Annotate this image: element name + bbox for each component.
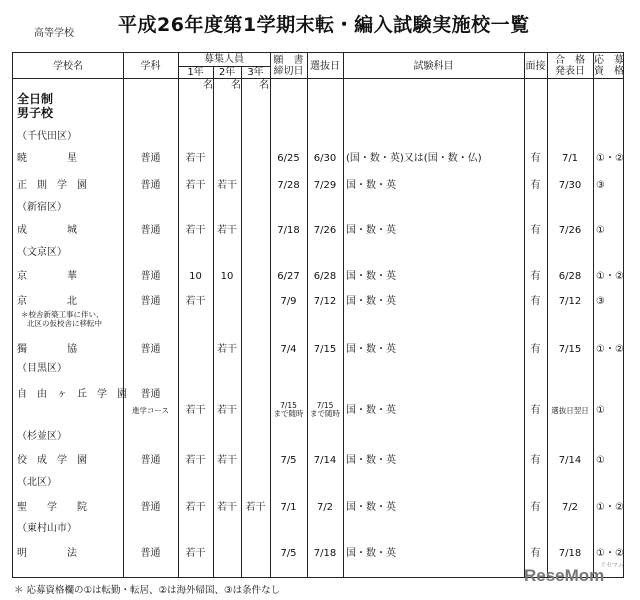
grade1-cell: 若干: [185, 180, 206, 191]
interview-cell: 有: [530, 502, 541, 513]
unit-mei: 名: [259, 80, 269, 91]
col-header-grade1: 1年: [187, 67, 204, 78]
eligibility-cell: ①・②: [596, 548, 624, 559]
selection-cell: 7/12: [313, 296, 337, 307]
ward-heading: （杉並区）: [17, 431, 67, 442]
selection-cell: 7/2: [316, 502, 334, 513]
subjects-cell: 国・数・英: [346, 180, 396, 191]
table-row: [13, 344, 623, 358]
school-note: ＊校舎新築工事に伴い、: [21, 310, 104, 319]
col-header-deadline: 願 書: [273, 55, 304, 66]
course-cell: 普通: [140, 389, 161, 400]
table-row: [13, 502, 623, 516]
school-name: 正 則 学 園: [17, 180, 87, 191]
col-header-recruit: 募集人員: [204, 54, 244, 65]
table-row: [13, 389, 623, 425]
col-header-announce: 発表日: [555, 66, 585, 77]
ward-heading: （東村山市）: [17, 523, 77, 534]
eligibility-cell: ①: [596, 455, 605, 466]
ward-heading: （北区）: [17, 477, 57, 488]
selection-cell: 7/14: [313, 455, 337, 466]
selection-cell: 7/18: [313, 548, 337, 559]
grade2-cell: 若干: [217, 502, 237, 513]
interview-cell: 有: [530, 548, 541, 559]
grade2-cell: 若干: [217, 344, 237, 355]
unit-mei: 名: [203, 80, 213, 91]
school-name: 聖 学 院: [17, 502, 87, 513]
school-name: 獨 協: [17, 344, 77, 355]
grade2-cell: 若干: [217, 455, 237, 466]
category-label: 男子校: [17, 106, 54, 120]
col-header-announce: 合 格: [555, 55, 585, 66]
school-note: 北区の仮校舎に移転中: [27, 319, 102, 328]
school-name: 成 城: [17, 225, 77, 236]
grade1-cell: 若干: [185, 502, 206, 513]
subjects-cell: 国・数・英: [346, 296, 396, 307]
category-label: 全日制: [17, 92, 54, 106]
interview-cell: 有: [530, 271, 541, 282]
footnote: ＊ 応募資格欄の①は転勤・転居、②は海外帰国、③は条件なし: [14, 585, 281, 596]
announce-cell: 7/1: [561, 153, 579, 164]
subjects-cell: 国・数・英: [346, 225, 396, 236]
course-cell: 普通: [140, 455, 161, 466]
unit-mei: 名: [231, 80, 241, 91]
course-cell: 普通: [140, 180, 161, 191]
deadline-cell: 7/5: [280, 455, 297, 466]
eligibility-cell: ①・②: [596, 271, 624, 282]
col-header-deadline: 締切日: [273, 66, 304, 77]
selection-cell: 7/15: [313, 344, 337, 355]
deadline-cell: 7/28: [277, 180, 300, 191]
grade1-cell: 10: [189, 271, 202, 282]
watermark-logo: ReseMom: [524, 566, 605, 585]
deadline-cell: 6/27: [277, 271, 300, 282]
schools-table: [12, 52, 624, 578]
school-name: 明 法: [17, 548, 77, 559]
table-row: [13, 455, 623, 469]
grade1-cell: 若干: [185, 153, 206, 164]
course-cell: 普通: [140, 153, 161, 164]
selection-cell: 6/28: [313, 271, 337, 282]
deadline-cell: 7/9: [280, 296, 297, 307]
subjects-cell: 国・数・英: [346, 502, 396, 513]
school-name: 自 由 ヶ 丘 学 園: [17, 389, 127, 400]
table-row: [13, 548, 623, 562]
grade2-cell: 若干: [217, 180, 237, 191]
subjects-cell: 国・数・英: [346, 344, 396, 355]
table-row: [13, 225, 623, 239]
interview-cell: 有: [530, 153, 541, 164]
grade3-cell: 若干: [245, 502, 266, 513]
grade1-cell: 若干: [185, 296, 206, 307]
selection-cell: 7/26: [313, 225, 337, 236]
grade1-cell: 若干: [185, 225, 206, 236]
deadline-cell: 6/25: [277, 153, 300, 164]
interview-cell: 有: [530, 296, 541, 307]
interview-cell: 有: [530, 405, 541, 416]
col-header-eligibility: 応 募: [594, 55, 624, 66]
header-rule: [13, 78, 623, 79]
interview-cell: 有: [530, 225, 541, 236]
deadline-note: まで随時: [273, 409, 304, 418]
grade1-cell: 若干: [185, 548, 206, 559]
col-header-subjects: 試験科目: [413, 61, 454, 72]
subjects-cell: 国・数・英: [346, 405, 396, 416]
course-cell: 普通: [140, 502, 161, 513]
table-row: [13, 296, 623, 336]
school-type-label: 高等学校: [34, 28, 74, 39]
table-row: [13, 180, 623, 194]
eligibility-cell: ①: [596, 225, 605, 236]
selection-cell: 7/29: [313, 180, 337, 191]
selection-cell: 6/30: [313, 153, 337, 164]
grade1-cell: 若干: [185, 405, 206, 416]
grade2-cell: 若干: [217, 225, 237, 236]
announce-cell: 7/30: [558, 180, 582, 191]
ward-heading: （目黒区）: [17, 363, 67, 374]
announce-cell: 7/15: [558, 344, 582, 355]
subjects-cell: 国・数・英: [346, 548, 396, 559]
subjects-cell: 国・数・英: [346, 271, 396, 282]
deadline-cell: 7/15: [280, 401, 297, 410]
announce-cell: 7/2: [561, 502, 579, 513]
ward-heading: （新宿区）: [17, 202, 67, 213]
interview-cell: 有: [530, 180, 541, 191]
eligibility-cell: ①・②: [596, 344, 624, 355]
course-sub-cell: 進学コース: [131, 406, 170, 415]
school-name: 佼 成 学 園: [17, 455, 87, 466]
eligibility-cell: ①: [596, 405, 605, 416]
deadline-cell: 7/18: [277, 225, 300, 236]
col-header-course: 学科: [140, 61, 161, 72]
eligibility-cell: ③: [596, 180, 605, 191]
deadline-cell: 7/5: [280, 548, 297, 559]
table-row: [13, 271, 623, 285]
grade2-cell: 若干: [217, 405, 237, 416]
col-header-grade3: 3年: [247, 67, 264, 78]
announce-cell: 7/12: [558, 296, 582, 307]
col-header-interview: 面接: [525, 61, 546, 72]
announce-cell: 7/14: [558, 455, 582, 466]
deadline-cell: 7/4: [280, 344, 297, 355]
eligibility-cell: ③: [596, 296, 605, 307]
table-row: [13, 153, 623, 167]
col-header-selection: 選抜日: [310, 61, 340, 72]
school-name: 京 華: [17, 271, 77, 282]
eligibility-cell: ①・②: [596, 153, 624, 164]
course-cell: 普通: [140, 225, 161, 236]
watermark-sub: リセマム: [600, 562, 624, 569]
subjects-cell: (国・数・英)又は(国・数・仏): [346, 153, 482, 164]
announce-cell: 選抜日翌日: [551, 406, 589, 415]
school-name: 暁 星: [17, 153, 77, 164]
course-cell: 普通: [140, 548, 161, 559]
page-title: 平成26年度第1学期末転・編入試験実施校一覧: [118, 14, 530, 36]
course-cell: 普通: [140, 296, 161, 307]
announce-cell: 6/28: [558, 271, 582, 282]
selection-note: まで随時: [310, 409, 340, 418]
col-header-school: 学校名: [53, 61, 83, 72]
school-name: 京 北: [17, 296, 77, 307]
course-cell: 普通: [140, 271, 161, 282]
interview-cell: 有: [530, 455, 541, 466]
ward-heading: （文京区）: [17, 247, 67, 258]
grade2-cell: 10: [220, 271, 234, 282]
selection-cell: 7/15: [316, 401, 334, 410]
interview-cell: 有: [530, 344, 541, 355]
announce-cell: 7/18: [558, 548, 582, 559]
announce-cell: 7/26: [558, 225, 582, 236]
col-header-grade2: 2年: [218, 67, 236, 78]
course-cell: 普通: [140, 344, 161, 355]
deadline-cell: 7/1: [280, 502, 297, 513]
eligibility-cell: ①・②: [596, 502, 624, 513]
grade1-cell: 若干: [185, 455, 206, 466]
subjects-cell: 国・数・英: [346, 455, 396, 466]
col-header-eligibility: 資 格: [594, 66, 624, 77]
ward-heading: （千代田区）: [17, 131, 77, 142]
